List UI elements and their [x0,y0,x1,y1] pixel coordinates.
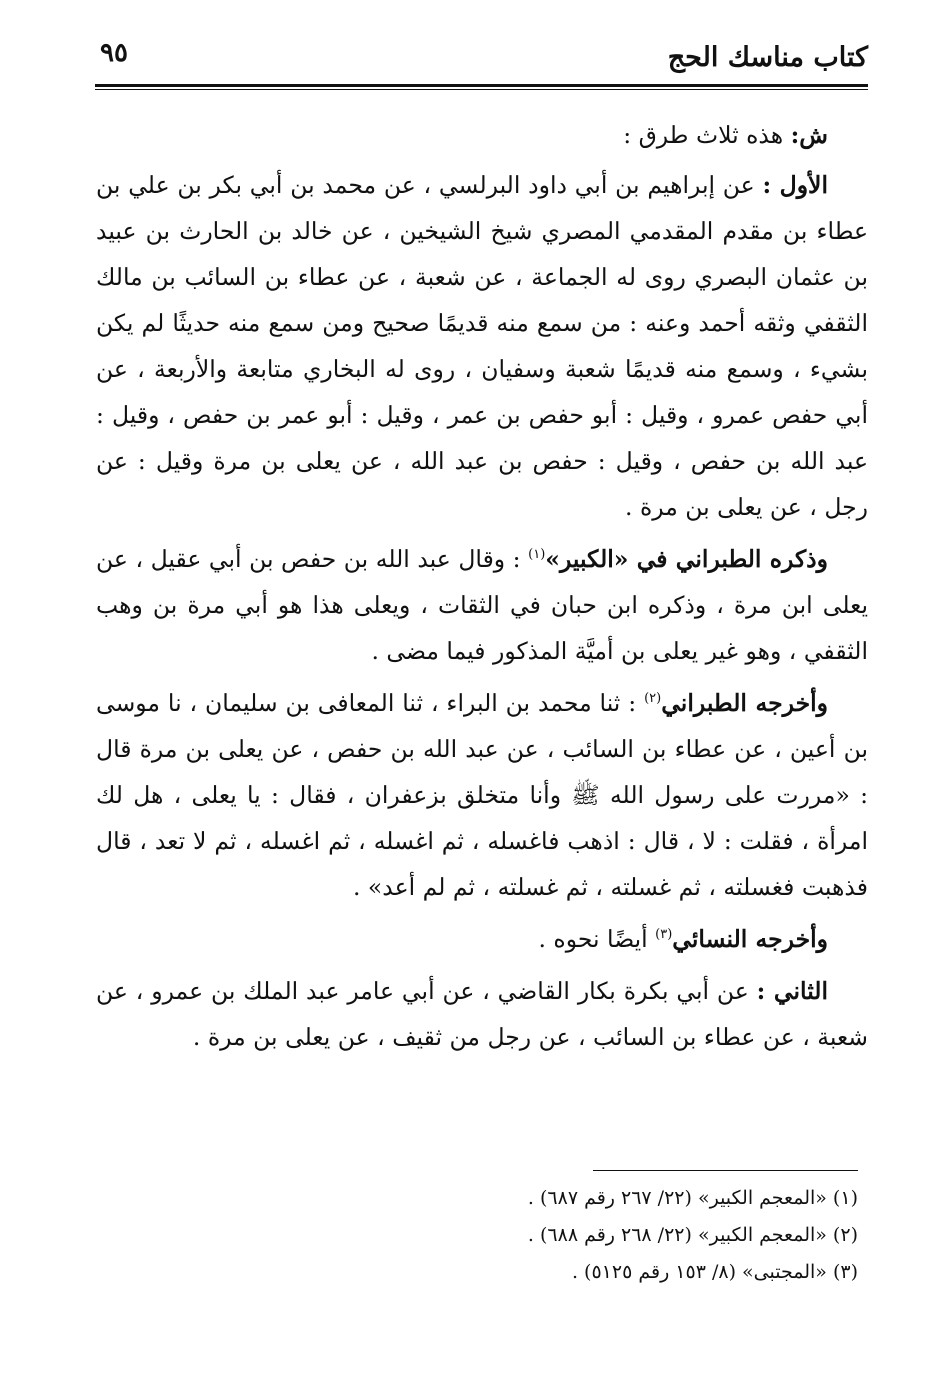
paragraph-text: أيضًا نحوه . [538,925,656,953]
footnote-ref[interactable]: (٣) [655,927,673,942]
footnote-rule [593,1170,858,1171]
footnotes [258,1180,858,1291]
paragraph-text: عن إبراهيم بن أبي داود البرلسي ، عن محمد بن أبي بكر بن علي بن عطاء بن مقدم المقدمي المصري شيخ الشيخين ، عن خالد بن الحارث بن عبيد بن عثمان البصري روى له الجماعة ، عن شعبة ، عن عطاء بن السائب بن مالك الثقفي وثقه أحمد وعنه : من سمع منه قديمًا صحيح ومن سمع منه حديثًا لم يكن بشيء ، وسمع منه قديمًا شعبة وسفيان ، روى له البخاري متابعة والأربعة ، عن أبي حفص عمرو ، وقيل : أبو حفص بن عمر ، وقيل : أبو عمر بن حفص ، وقيل : عبد الله بن حفص ، وقيل : حفص بن عبد الله ، عن يعلى بن مرة وقيل : عن رجل ، عن يعلى بن مرة . [96,171,868,521]
footnote-ref[interactable]: (١) [528,547,546,562]
paragraph [96,916,868,962]
page-number: ٩٥ [100,38,128,68]
paragraph [96,968,868,1060]
paragraph-text: : ثنا محمد بن البراء ، ثنا المعافى بن سليمان ، نا موسى بن أعين ، عن عطاء بن السائب ، عن عبد الله بن حفص ، عن يعلى بن مرة قال : «مررت على رسول الله ﷺ وأنا متخلق بزعفران ، فقال : يا يعلى ، هل لك امرأة ، فقلت : لا ، قال : اذهب فاغسله ، ثم اغسله ، ثم اغسله ، ثم لا تعد ، قال فذهبت فغسلته ، ثم غسلته ، ثم غسلته ، ثم لم أعد» . [96,689,868,901]
paragraph-lead: وأخرجه الطبراني [661,689,829,717]
main-text [96,112,868,1066]
header-rule-thin [95,89,868,90]
footnote: (٣) «المجتبى» (٨/ ١٥٣ رقم ٥١٢٥) . [571,1261,858,1283]
paragraph-text: : وقال عبد الله بن حفص بن أبي عقيل ، عن يعلى ابن مرة ، وذكره ابن حبان في الثقات ، ويعلى هذا هو أبي مرة بن وهب الثقفي ، وهو غير يعلى بن أميَّة المذكور فيما مضى . [96,545,868,665]
paragraph [96,680,868,910]
header-rule [95,84,868,87]
footnote-ref[interactable]: (٢) [644,691,662,706]
paragraph-text: عن أبي بكرة بكار القاضي ، عن أبي عامر عبد الملك بن عمرو ، عن شعبة ، عن عطاء بن السائب ، عن رجل من ثقيف ، عن يعلى بن مرة . [96,977,868,1051]
paragraph-lead: وأخرجه النسائي [672,925,828,953]
paragraph [96,536,868,674]
paragraph-lead: وذكره الطبراني في «الكبير» [545,545,828,573]
paragraph [96,112,868,158]
paragraph-lead: ش: [790,121,828,149]
paragraph-lead: الأول : [762,171,828,199]
footnote: (٢) «المعجم الكبير» (٢٢/ ٢٦٨ رقم ٦٨٨) . [527,1224,858,1246]
running-header [95,38,868,82]
paragraph-lead: الثاني : [756,977,828,1005]
footnote: (١) «المعجم الكبير» (٢٢/ ٢٦٧ رقم ٦٨٧) . [527,1187,858,1209]
chapter-title: كتاب مناسك الحج [667,42,868,73]
paragraph [96,162,868,530]
paragraph-text: هذه ثلاث طرق : [623,121,791,149]
